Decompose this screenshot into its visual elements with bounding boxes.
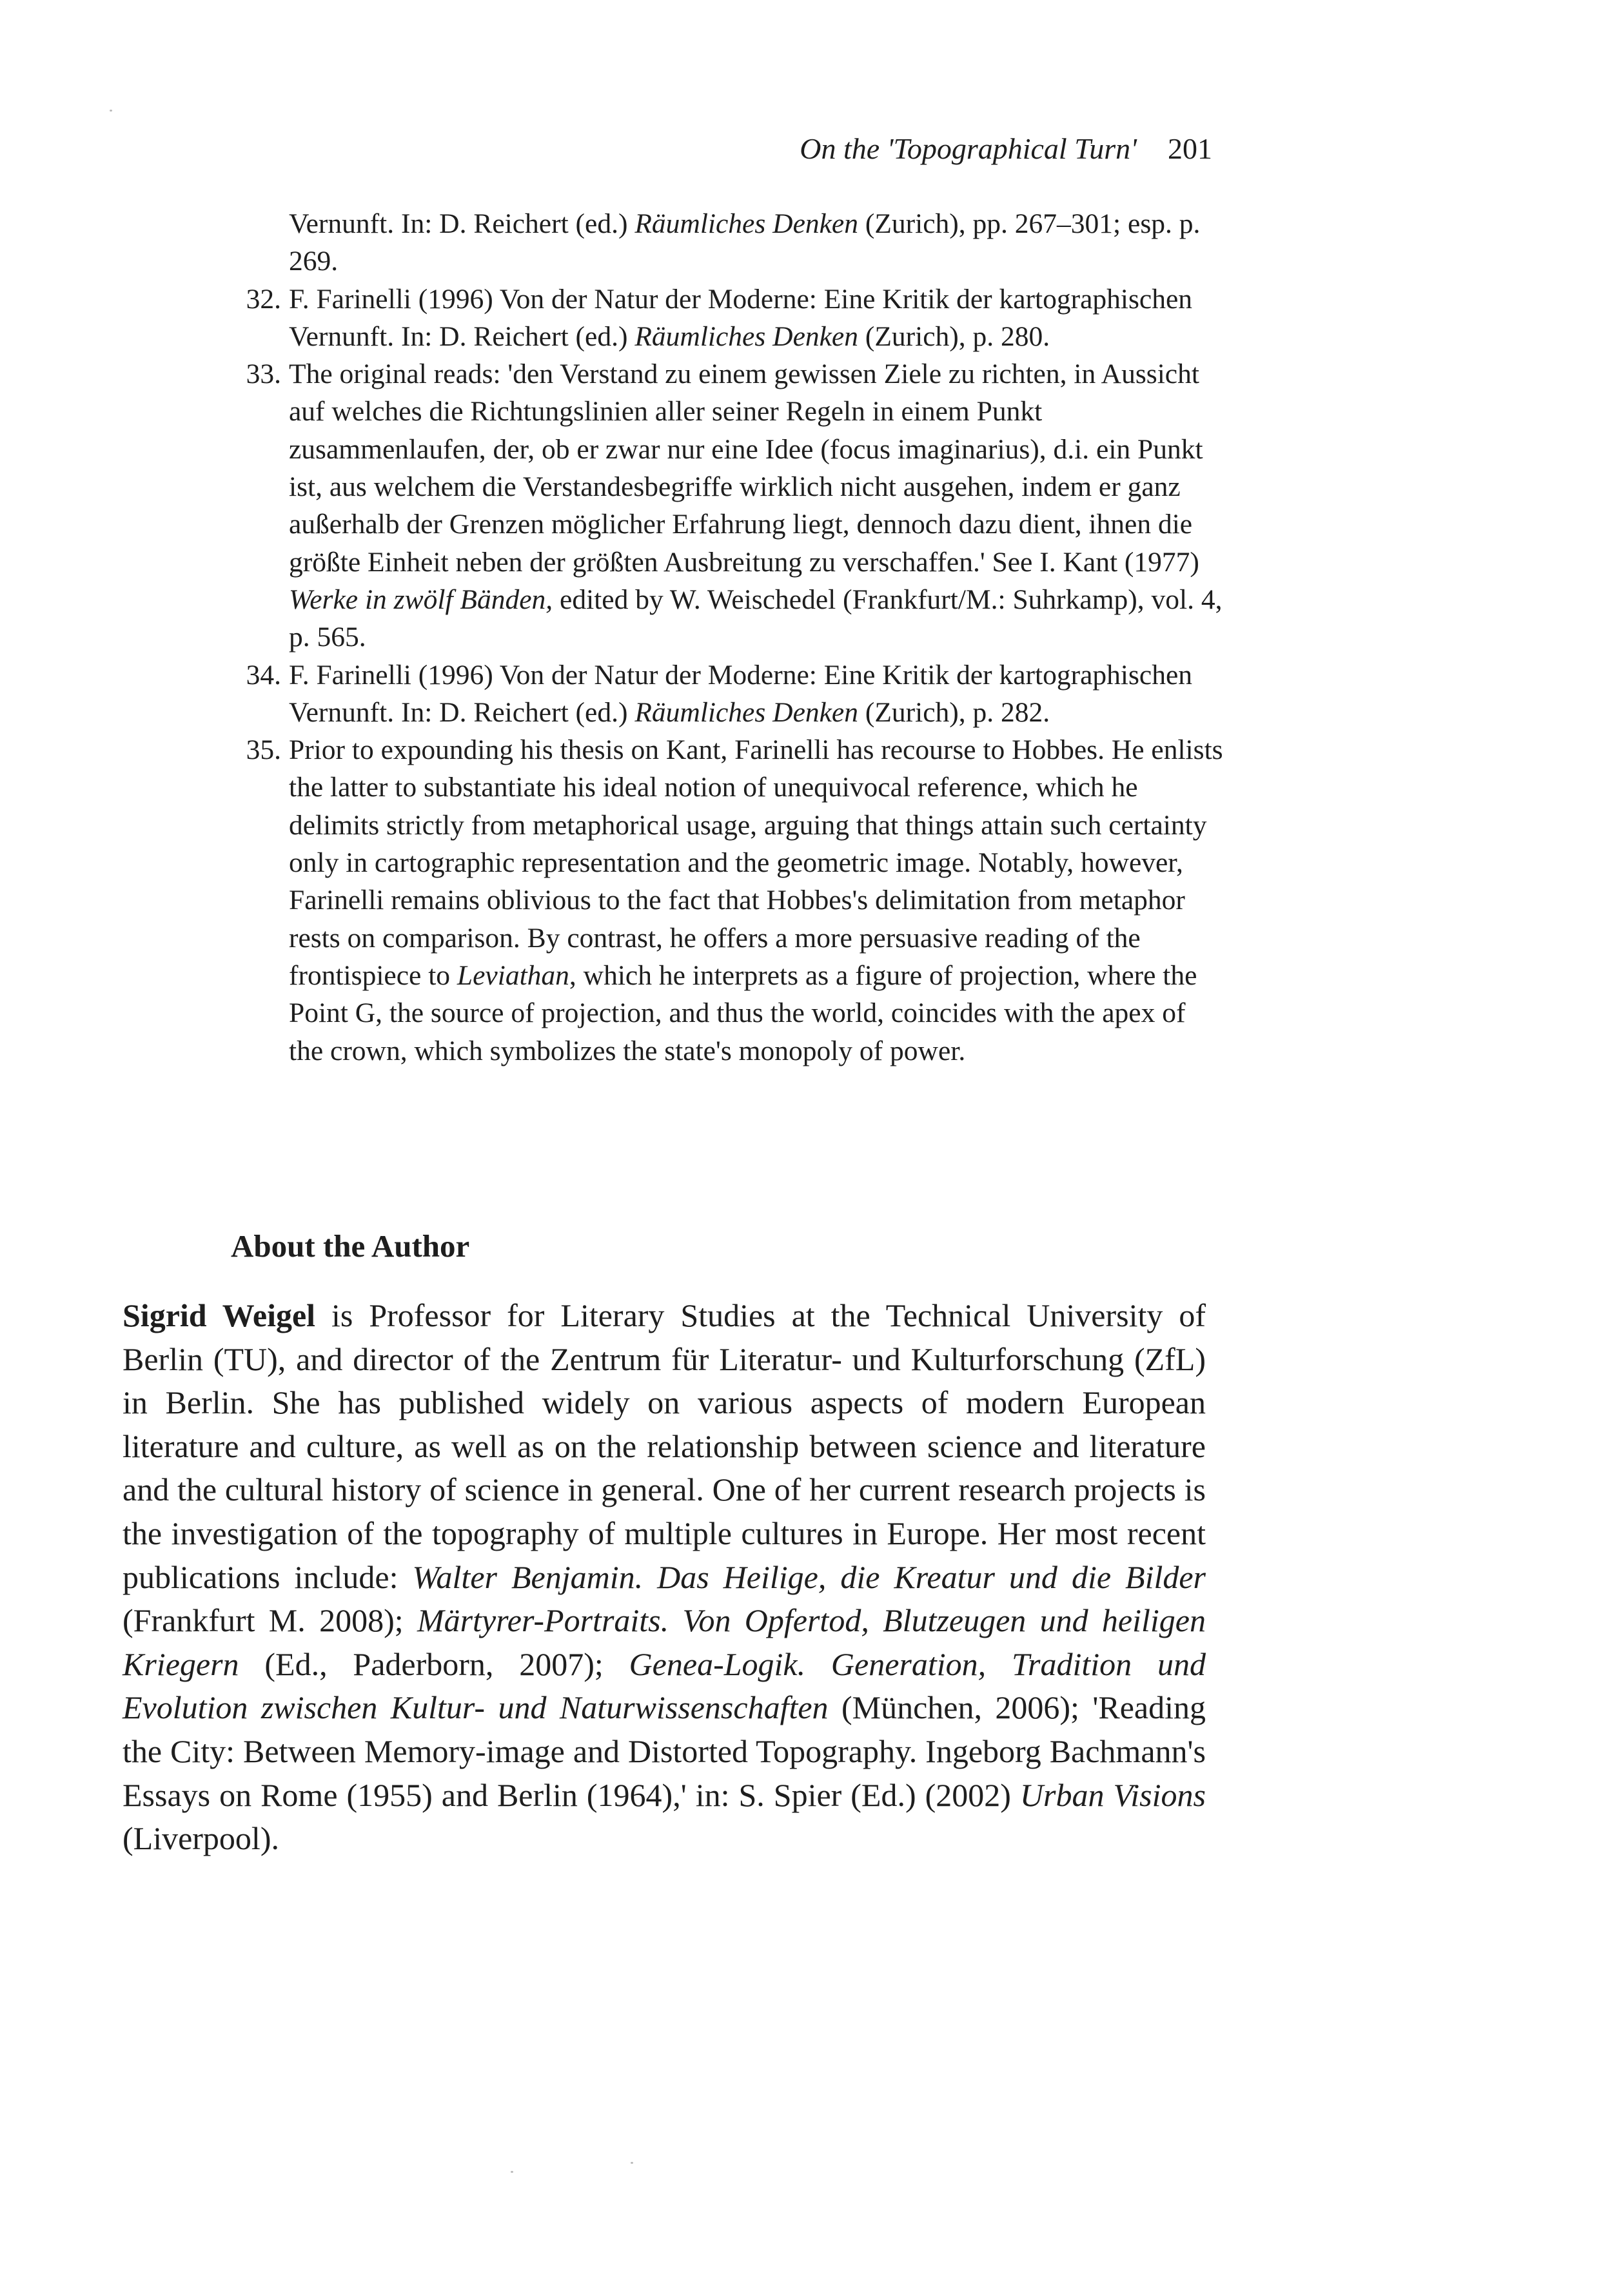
note-number: 33. bbox=[246, 358, 281, 390]
note-title: Räumliches Denken bbox=[634, 320, 858, 352]
publication-title: Urban Visions bbox=[1019, 1776, 1206, 1813]
bio-text: (München, 2006); 'Reading the City: Between Memory-image and Distorted Topography. Ingeborg Bachmann's Essays on Rome (1955) and Berlin (1964),' in: S. Spier (Ed.) (2002) bbox=[123, 1689, 1206, 1813]
note-title: Leviathan bbox=[457, 959, 569, 991]
note-text: F. Farinelli (1996) Von der Natur der Moderne: Eine Kritik der kartographischen Vernunft. In: D. Reichert (ed.) bbox=[289, 659, 1193, 728]
about-author-heading: About the Author bbox=[231, 1228, 470, 1264]
running-head-title: On the 'Topographical Turn' bbox=[800, 132, 1137, 165]
note-text: The original reads: 'den Verstand zu einem gewissen Ziele zu richten, in Aussicht auf welches die Richtungslinien aller seiner Regeln in einem Punkt zusammenlaufen, der, ob er zwar nur eine Idee (focus imaginarius), d.i. ein Punkt ist, aus welchem die Verstandesbegriffe wirklich nicht ausgehen, indem er ganz außerhalb der Grenzen möglicher Erfahrung liegt, dennoch dazu dient, ihnen die größte Einheit neben der größten Ausbreitung zu verschaffen.' See I. Kant (1977) bbox=[289, 358, 1203, 578]
bio-text: (Frankfurt M. 2008); bbox=[123, 1602, 417, 1639]
publication-title: Walter Benjamin. Das Heilige, die Kreatur und die Bilder bbox=[412, 1558, 1206, 1595]
note-text: F. Farinelli (1996) Von der Natur der Moderne: Eine Kritik der kartographischen Vernunft. In: D. Reichert (ed.) bbox=[289, 283, 1193, 352]
endnote-35 bbox=[231, 731, 1224, 1070]
note-text: (Zurich), pp. 267–301; esp. p. 269. bbox=[289, 208, 1201, 277]
bio-text: is Professor for Literary Studies at the Technical University of Berlin (TU), and director of the Zentrum für Literatur- und Kulturforschung (ZfL) in Berlin. She has published widely on various aspects of modern European literature and culture, as well as on the relationship between science and literature and the cultural history of science in general. One of her current research projects is the investigation of the topography of multiple cultures in Europe. Her most recent publications include: bbox=[123, 1297, 1206, 1595]
author-bio bbox=[123, 1294, 1206, 1861]
note-number: 32. bbox=[246, 283, 281, 315]
endnote-33 bbox=[231, 355, 1224, 656]
note-text: Prior to expounding his thesis on Kant, Farinelli has recourse to Hobbes. He enlists the latter to substantiate his ideal notion of unequivocal reference, which he delimits strictly from metaphorical usage, arguing that things attain such certainty only in cartographic representation and the geometric image. Notably, however, Farinelli remains oblivious to the fact that Hobbes's delimitation from metaphor rests on comparison. By contrast, he offers a more persuasive reading of the frontispiece to bbox=[289, 734, 1223, 991]
publication-title: Genea-Logik. Generation, Tradition und Evolution zwischen Kultur- und Naturwissenschaften bbox=[123, 1645, 1206, 1726]
note-number: 35. bbox=[246, 734, 281, 766]
bio-text: (Liverpool). bbox=[123, 1820, 279, 1857]
note-title: Räumliches Denken bbox=[634, 696, 858, 728]
note-text: Vernunft. In: D. Reichert (ed.) bbox=[289, 208, 635, 239]
note-title: Werke in zwölf Bänden, bbox=[289, 584, 553, 615]
endnote-32 bbox=[231, 280, 1224, 356]
running-head bbox=[800, 134, 1212, 164]
note-text: , which he interprets as a figure of projection, where the Point G, the source of projection, and thus the world, coincides with the apex of the crown, which symbolizes the state's monopoly of power. bbox=[289, 959, 1197, 1066]
page-number: 201 bbox=[1168, 132, 1212, 165]
endnote-31-continuation bbox=[231, 205, 1224, 280]
note-text: edited by W. Weischedel (Frankfurt/M.: Suhrkamp), vol. 4, p. 565. bbox=[289, 584, 1223, 653]
note-number: 34. bbox=[246, 659, 281, 691]
scan-speck bbox=[631, 2162, 633, 2164]
publication-title: Märtyrer-Portraits. Von Opfertod, Blutzeugen und heiligen Kriegern bbox=[123, 1602, 1206, 1682]
note-text: (Zurich), p. 280. bbox=[858, 320, 1050, 352]
endnotes bbox=[231, 205, 1224, 1070]
scan-speck bbox=[511, 2171, 513, 2173]
endnote-34 bbox=[231, 656, 1224, 732]
author-name: Sigrid Weigel bbox=[123, 1297, 316, 1333]
bio-text: (Ed., Paderborn, 2007); bbox=[239, 1645, 629, 1682]
scan-speck bbox=[110, 110, 112, 112]
note-title: Räumliches Denken bbox=[634, 208, 858, 239]
note-text: (Zurich), p. 282. bbox=[858, 696, 1050, 728]
